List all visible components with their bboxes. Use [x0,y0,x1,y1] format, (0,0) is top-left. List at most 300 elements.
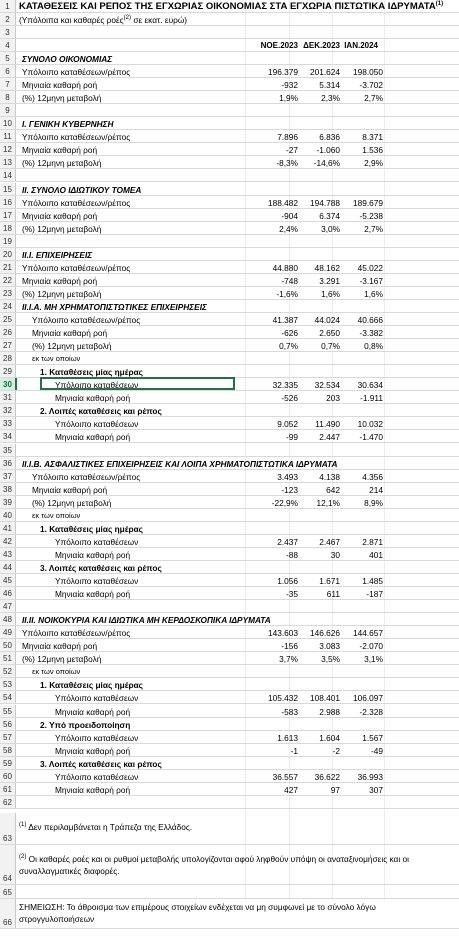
row-label[interactable]: Υπόλοιπο καταθέσεων [55,419,139,430]
row-number[interactable]: 11 [0,130,16,142]
value-cell[interactable]: 106.097 [353,693,383,704]
value-cell[interactable]: 188.482 [268,197,298,208]
value-cell[interactable]: -3.382 [359,328,383,339]
data-row[interactable] [0,705,459,718]
row-number[interactable]: 59 [0,757,16,769]
row-number[interactable]: 10 [0,117,16,129]
row-label[interactable]: Μηνιαία καθαρή ροή [55,745,131,756]
section-header-row[interactable] [0,52,459,65]
row-number[interactable]: 32 [0,404,16,416]
row-number[interactable]: 4 [0,39,16,51]
data-row[interactable] [0,222,459,235]
value-cell[interactable]: 40.666 [357,315,383,325]
value-cell[interactable]: 3,0% [321,223,340,234]
footnote-text [19,851,449,877]
footnote-body: Οι καθαρές ροές και οι ρυθμοί μεταβολής υπολογίζονται αφού ληφθούν υπόψη οι αναταξινομήσεις και οι συναλλαγματικές διαφορές. [19,853,409,876]
data-row[interactable] [0,444,459,457]
value-cell[interactable]: -1.470 [359,432,383,443]
value-cell[interactable]: -1 [290,745,298,756]
value-cell[interactable]: -5.238 [359,210,383,221]
row-number[interactable]: 30 [0,378,17,390]
row-number[interactable]: 22 [0,274,16,286]
row-label[interactable]: (%) 12μηνη μεταβολή [22,158,102,169]
value-cell[interactable]: -99 [286,432,298,443]
row-number[interactable]: 60 [0,770,16,782]
row-number[interactable]: 13 [0,156,16,168]
value-cell[interactable]: 3,5% [321,654,340,665]
row-number[interactable]: 15 [0,183,16,195]
value-cell[interactable]: 45.022 [357,262,383,273]
row-number[interactable]: 7 [0,78,16,90]
row-number[interactable]: 39 [0,496,16,508]
row-label[interactable]: εκ των οποίων [32,667,81,677]
footnote-marker: (1) [19,821,27,828]
value-cell[interactable]: -748 [281,275,298,286]
value-cell[interactable]: -3.702 [359,80,383,91]
value-cell[interactable]: 203 [326,393,340,404]
row-label[interactable]: Μηνιαία καθαρή ροή [55,549,131,560]
value-cell[interactable]: 201.624 [310,67,340,78]
row-number[interactable]: 55 [0,705,16,717]
row-label[interactable]: II.I. ΕΠΙΧΕΙΡΗΣΕΙΣ [22,249,93,260]
value-cell[interactable]: -1.060 [316,145,340,156]
row-number[interactable]: 1 [0,0,16,12]
footnote-row[interactable] [0,845,459,885]
value-cell[interactable]: -156 [281,641,298,652]
row-number[interactable]: 9 [0,104,16,116]
value-cell[interactable]: 1.056 [277,576,298,586]
value-cell[interactable]: 3.291 [319,275,340,286]
row-number[interactable]: 2 [0,13,16,25]
data-row[interactable] [0,796,459,809]
title-row[interactable] [0,0,459,13]
data-row[interactable] [0,639,459,652]
row-label[interactable]: 1. Καταθέσεις μίας ημέρας [40,523,144,534]
row-number[interactable]: 53 [0,678,16,690]
row-label[interactable]: (%) 12μηνη μεταβολή [32,497,112,508]
value-cell[interactable]: 48.162 [314,262,340,273]
row-label[interactable]: Υπόλοιπο καταθέσεων/ρέπος [22,132,131,143]
value-cell[interactable]: 2,3% [321,93,340,104]
value-cell[interactable]: 1,6% [364,288,383,299]
value-cell[interactable]: 642 [326,484,340,495]
row-number[interactable]: 63 [0,813,16,844]
row-number[interactable]: 26 [0,326,16,338]
row-label[interactable]: Υπόλοιπο καταθέσεων/ρέπος [22,67,131,78]
value-cell[interactable]: 307 [369,784,383,795]
column-header-jan[interactable]: ΙΑΝ.2024 [344,41,378,50]
row-number[interactable]: 27 [0,339,16,351]
value-cell[interactable]: 194.788 [310,197,340,208]
value-cell[interactable]: -1.911 [360,393,383,404]
value-cell[interactable]: -27 [286,145,298,156]
row-number[interactable]: 43 [0,548,16,560]
subsection-row[interactable] [0,522,459,535]
row-number[interactable]: 66 [0,899,16,928]
row-number[interactable]: 25 [0,313,16,325]
data-row[interactable] [0,78,459,91]
row-label[interactable]: Μηνιαία καθαρή ροή [55,589,131,600]
value-cell[interactable]: -2.070 [359,641,383,652]
row-number[interactable]: 18 [0,222,16,234]
row-number[interactable]: 51 [0,652,16,664]
value-cell[interactable]: 10.032 [357,419,383,430]
value-cell[interactable]: 9.052 [277,419,298,430]
data-row[interactable] [0,430,459,443]
value-cell[interactable]: 3.083 [319,641,340,652]
row-label[interactable]: Μηνιαία καθαρή ροή [32,484,108,495]
value-cell[interactable]: -49 [371,745,383,756]
value-cell[interactable]: -35 [286,589,298,600]
data-row[interactable] [0,391,459,404]
value-cell[interactable]: 1.671 [319,576,340,586]
row-label[interactable]: Μηνιαία καθαρή ροή [32,328,108,339]
data-row[interactable] [0,509,459,522]
value-cell[interactable]: -526 [281,393,298,404]
value-cell[interactable]: 198.050 [353,67,383,78]
footnote-marker: (2) [19,853,27,860]
row-label[interactable]: Υπόλοιπο καταθέσεων [55,771,139,782]
section-header-row[interactable] [0,117,459,130]
row-number[interactable]: 14 [0,169,16,181]
data-row[interactable] [0,313,459,326]
value-cell[interactable]: 3,1% [364,654,383,665]
data-row[interactable] [0,496,459,509]
data-row[interactable] [0,65,459,78]
row-label[interactable]: (%) 12μηνη μεταβολή [32,341,112,352]
row-number[interactable]: 40 [0,509,16,521]
row-number[interactable]: 58 [0,744,16,756]
row-label[interactable]: Υπόλοιπο καταθέσεων/ρέπος [32,315,141,325]
footnote-row[interactable] [0,899,459,929]
value-cell[interactable]: -1,6% [276,288,298,299]
row-number[interactable]: 64 [0,845,16,884]
row-number[interactable]: 8 [0,91,16,103]
value-cell[interactable]: 30 [330,549,340,560]
value-cell[interactable]: 36.557 [272,771,298,782]
row-number[interactable]: 62 [0,796,16,808]
data-row[interactable] [0,770,459,783]
row-label[interactable]: Μηνιαία καθαρή ροή [22,641,98,652]
row-number[interactable]: 56 [0,718,16,730]
row-label[interactable]: εκ των οποίων [32,354,81,364]
value-cell[interactable]: 2.650 [319,328,340,339]
footnote-body: Δεν περιλαμβάνεται η Τράπεζα της Ελλάδος. [26,821,193,832]
row-number[interactable]: 36 [0,457,16,469]
data-row[interactable] [0,600,459,613]
value-cell[interactable]: 1.613 [277,732,298,743]
data-row[interactable] [0,235,459,248]
row-label[interactable]: Μηνιαία καθαρή ροή [55,784,131,795]
row-label[interactable]: Μηνιαία καθαρή ροή [22,275,98,286]
row-label[interactable]: 3. Λοιπές καταθέσεις και ρέπος [40,758,162,769]
row-label[interactable]: I. ΓΕΝΙΚΗ ΚΥΒΕΡΝΗΣΗ [22,119,114,130]
section-header-row[interactable] [0,300,459,313]
data-row[interactable] [0,91,459,104]
footnote-text [19,819,449,833]
data-row[interactable] [0,274,459,287]
row-number[interactable]: 50 [0,639,16,651]
row-label[interactable]: Μηνιαία καθαρή ροή [22,80,98,91]
value-cell[interactable]: -2 [332,745,340,756]
row-label[interactable]: Μηνιαία καθαρή ροή [55,432,131,443]
value-cell[interactable]: -904 [281,210,298,221]
value-cell[interactable]: -583 [281,706,298,717]
row-number[interactable]: 46 [0,587,16,599]
section-header-row[interactable] [0,183,459,196]
value-cell[interactable]: 2.871 [362,536,383,547]
value-cell[interactable]: -2.328 [359,706,383,717]
value-cell[interactable]: 0,7% [279,341,298,352]
row-number[interactable]: 16 [0,196,16,208]
data-row[interactable] [0,783,459,796]
row-label[interactable]: Υπόλοιπο καταθέσεων/ρέπος [32,471,141,482]
data-row[interactable] [0,548,459,561]
row-number[interactable]: 5 [0,52,16,64]
footnote-text [19,901,449,925]
row-number[interactable]: 38 [0,483,16,495]
row-label[interactable]: 1. Καταθέσεις μίας ημέρας [40,680,144,691]
row-label[interactable]: (%) 12μηνη μεταβολή [22,654,102,665]
row-label[interactable]: (%) 12μηνη μεταβολή [22,223,102,234]
row-number[interactable]: 17 [0,209,16,221]
value-cell[interactable]: 2,4% [279,223,298,234]
row-number[interactable]: 23 [0,287,16,299]
data-row[interactable] [0,574,459,587]
row-number[interactable]: 24 [0,300,16,312]
row-label[interactable]: Υπόλοιπο καταθέσεων [55,732,139,743]
data-row[interactable] [0,143,459,156]
subsection-row[interactable] [0,404,459,417]
value-cell[interactable]: 1,6% [321,288,340,299]
row-label[interactable]: ΣΥΝΟΛΟ ΟΙΚΟΝΟΜΙΑΣ [22,54,113,64]
data-row[interactable] [0,169,459,182]
value-cell[interactable]: 36.993 [357,771,383,782]
row-label[interactable]: Υπόλοιπο καταθέσεων [55,576,139,586]
data-row[interactable] [0,483,459,496]
data-row[interactable] [0,104,459,117]
data-row[interactable] [0,744,459,757]
row-label[interactable]: (%) 12μηνη μεταβολή [22,288,102,299]
value-cell[interactable]: 1.485 [362,576,383,586]
row-number[interactable]: 44 [0,561,16,573]
row-number[interactable]: 21 [0,261,16,273]
sheet-title: ΚΑΤΑΘΕΣΕΙΣ ΚΑΙ ΡΕΠΟΣ ΤΗΣ ΕΓΧΩΡΙΑΣ ΟΙΚΟΝΟΜΙΑΣ ΣΤΑ ΕΓΧΩΡΙΑ ΠΙΣΤΩΤΙΚΑ ΙΔΡΥΜΑΤΑ$^{(1)}$ [19,1,444,13]
data-row[interactable] [0,652,459,665]
row-label[interactable]: 2. Υπό προειδοποίηση [40,719,131,730]
value-cell[interactable]: 7.896 [277,132,298,143]
value-cell[interactable]: -3.167 [359,275,383,286]
footnote-row[interactable] [0,813,459,845]
value-cell[interactable]: 0,7% [321,341,340,352]
subsection-row[interactable] [0,678,459,691]
row-label[interactable]: 2. Λοιπές καταθέσεις και ρέπος [40,406,162,417]
data-row[interactable] [0,665,459,678]
data-row[interactable] [0,130,459,143]
value-cell[interactable]: 189.679 [353,197,383,208]
data-row[interactable] [0,535,459,548]
row-number[interactable]: 57 [0,731,16,743]
row-number[interactable]: 37 [0,470,16,482]
value-cell[interactable]: 2,7% [364,93,383,104]
row-label[interactable]: Υπόλοιπο καταθέσεων [55,693,139,704]
value-cell[interactable]: 5.314 [319,80,340,91]
row-label[interactable]: Υπόλοιπο καταθέσεων/ρέπος [22,197,131,208]
value-cell[interactable]: -123 [281,484,298,495]
value-cell[interactable]: 32.335 [272,380,298,391]
row-number[interactable]: 6 [0,65,16,77]
row-label[interactable]: Μηνιαία καθαρή ροή [22,210,98,221]
subsection-row[interactable] [0,757,459,770]
value-cell[interactable]: 30.634 [357,380,383,391]
footnote-row[interactable] [0,885,459,899]
value-cell[interactable]: 1.604 [319,732,340,743]
row-label[interactable]: Μηνιαία καθαρή ροή [22,145,98,156]
data-row[interactable] [0,339,459,352]
row-number[interactable]: 29 [0,365,16,377]
value-cell[interactable]: 11.490 [315,419,340,430]
data-row[interactable] [0,731,459,744]
row-number[interactable]: 65 [0,885,16,898]
section-header-row[interactable] [0,248,459,261]
row-label[interactable]: Υπόλοιπο καταθέσεων [55,536,139,547]
value-cell[interactable]: 8,9% [364,497,383,508]
value-cell[interactable]: 41.387 [272,315,298,325]
row-label[interactable]: II.I.B. ΑΣΦΑΛΙΣΤΙΚΕΣ ΕΠΙΧΕΙΡΗΣΕΙΣ ΚΑΙ ΛΟΙΠΑ ΧΡΗΜΑΤΟΠΙΣΤΩΤΙΚΑ ΙΔΡΥΜΑΤΑ [22,458,338,469]
value-cell[interactable]: 2.437 [277,536,298,547]
value-cell[interactable]: -187 [366,589,383,600]
section-header-row[interactable] [0,613,459,626]
data-row[interactable] [0,209,459,222]
value-cell[interactable]: 12,1% [316,497,340,508]
row-number[interactable]: 61 [0,783,16,795]
row-number[interactable]: 28 [0,352,16,364]
value-cell[interactable]: 143.603 [268,628,298,639]
row-label[interactable]: Υπόλοιπο καταθέσεων/ρέπος [22,262,131,273]
row-label[interactable]: Μηνιαία καθαρή ροή [55,706,131,717]
value-cell[interactable]: 2.467 [319,536,340,547]
value-cell[interactable]: 4.356 [362,471,383,482]
row-number[interactable]: 3 [0,26,16,38]
value-cell[interactable]: 6.836 [319,132,340,143]
row-label[interactable]: II.I.A. ΜΗ ΧΡΗΜΑΤΟΠΙΣΤΩΤΙΚΕΣ ΕΠΙΧΕΙΡΗΣΕΙΣ [22,301,207,312]
row-label[interactable]: 3. Λοιπές καταθέσεις και ρέπος [40,562,162,573]
value-cell[interactable]: -8,3% [276,158,298,169]
value-cell[interactable]: 427 [284,784,298,795]
row-label[interactable]: II. ΣΥΝΟΛΟ ΙΔΙΩΤΙΚΟΥ ΤΟΜΕΑ [22,184,142,195]
value-cell[interactable]: 8.371 [362,132,383,143]
column-header-dec[interactable]: ΔΕΚ.2023 [303,41,340,50]
value-cell[interactable]: 108.401 [310,693,340,704]
value-cell[interactable]: -626 [281,328,298,339]
row-label[interactable]: εκ των οποίων [32,510,81,520]
sheet-subtitle: (Υπόλοιπα και καθαρές ροές$^{(2)}$ σε εκατ. ευρώ) [19,15,188,25]
row-number[interactable]: 34 [0,430,16,442]
data-row[interactable] [0,691,459,704]
empty-row[interactable] [0,26,459,39]
value-cell[interactable]: 2,9% [364,158,383,169]
data-row[interactable] [0,626,459,639]
row-label[interactable]: II.II. ΝΟΙΚΟΚΥΡΙΑ ΚΑΙ ΙΔΙΩΤΙΚΑ ΜΗ ΚΕΡΔΟΣΚΟΠΙΚΑ ΙΔΡΥΜΑΤΑ [22,615,271,626]
value-cell[interactable]: 32.534 [314,380,340,391]
value-cell[interactable]: -88 [286,549,298,560]
value-cell[interactable]: 146.626 [310,628,340,639]
data-row[interactable] [0,470,459,483]
value-cell[interactable]: -932 [281,80,298,91]
value-cell[interactable]: 44.024 [314,315,340,325]
selected-cell-outline [40,377,235,390]
value-cell[interactable]: 1.567 [362,732,383,743]
value-cell[interactable]: 144.657 [353,628,383,639]
subtitle-row[interactable] [0,13,459,26]
row-number[interactable]: 54 [0,691,16,703]
row-number[interactable]: 19 [0,235,16,247]
row-number[interactable]: 33 [0,417,16,429]
value-cell[interactable]: 97 [330,784,340,795]
subsection-row[interactable] [0,561,459,574]
value-cell[interactable]: 1.536 [362,145,383,156]
value-cell[interactable]: 2,7% [364,223,383,234]
value-cell[interactable]: 44.880 [272,262,298,273]
value-cell[interactable]: 611 [326,589,340,600]
value-cell[interactable]: 2.988 [319,706,340,717]
value-cell[interactable]: 0,8% [364,341,383,352]
row-label[interactable]: Μηνιαία καθαρή ροή [55,393,131,404]
subsection-row[interactable] [0,718,459,731]
value-cell[interactable]: 36.622 [314,771,340,782]
data-row[interactable] [0,587,459,600]
row-label[interactable]: Υπόλοιπο καταθέσεων/ρέπος [22,628,131,639]
row-label[interactable]: (%) 12μηνη μεταβολή [22,93,102,104]
value-cell[interactable]: 105.432 [268,693,298,704]
row-label[interactable]: Υπόλοιπο καταθέσεων [55,380,139,391]
data-row[interactable] [0,156,459,169]
data-row[interactable] [0,196,459,209]
row-number[interactable]: 52 [0,665,16,677]
row-number[interactable]: 41 [0,522,16,534]
data-row[interactable] [0,261,459,274]
data-row[interactable] [0,352,459,365]
header-row[interactable] [0,39,459,52]
data-row[interactable] [0,326,459,339]
row-number[interactable]: 49 [0,626,16,638]
value-cell[interactable]: 4.138 [319,471,340,482]
value-cell[interactable]: 3,7% [279,654,298,665]
value-cell[interactable]: -14,6% [313,158,340,169]
value-cell[interactable]: 2.447 [319,432,340,443]
value-cell[interactable]: 401 [369,549,383,560]
row-number[interactable]: 45 [0,574,16,586]
row-number[interactable]: 12 [0,143,16,155]
row-number[interactable]: 20 [0,248,16,260]
row-number[interactable]: 31 [0,391,16,403]
data-row[interactable] [0,287,459,300]
value-cell[interactable]: 214 [369,484,383,495]
value-cell[interactable]: 1,9% [279,93,298,104]
column-header-nov[interactable]: ΝΟΕ.2023 [260,41,298,50]
row-number[interactable]: 47 [0,600,16,612]
value-cell[interactable]: 3.493 [277,471,298,482]
row-number[interactable]: 48 [0,613,16,625]
value-cell[interactable]: -22,9% [271,497,298,508]
row-number[interactable]: 35 [0,444,16,456]
row-number[interactable]: 42 [0,535,16,547]
data-row[interactable] [0,417,459,430]
value-cell[interactable]: 6.374 [319,210,340,221]
value-cell[interactable]: 196.379 [268,67,298,78]
row-label[interactable]: 1. Καταθέσεις μίας ημέρας [40,367,144,378]
section-header-row[interactable] [0,457,459,470]
